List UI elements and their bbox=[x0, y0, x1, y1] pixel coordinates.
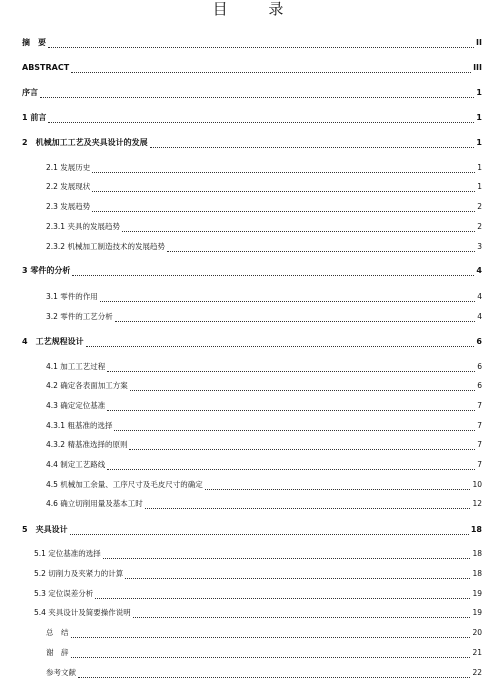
toc-page-number: 1 bbox=[476, 88, 482, 97]
leader-dots bbox=[48, 121, 474, 123]
leader-dots bbox=[92, 190, 475, 192]
toc-entry-2-3-1[interactable] bbox=[46, 221, 482, 235]
leader-dots bbox=[133, 616, 471, 618]
leader-dots bbox=[100, 300, 475, 302]
leader-dots bbox=[40, 96, 474, 98]
leader-dots bbox=[205, 488, 471, 490]
toc-page-number: 1 bbox=[476, 113, 482, 122]
toc-entry-4[interactable] bbox=[22, 336, 482, 350]
toc-label: 2 机械加工工艺及夹具设计的发展 bbox=[22, 138, 148, 147]
leader-dots bbox=[130, 389, 475, 391]
toc-entry-4-6[interactable] bbox=[46, 498, 482, 512]
toc-label: 4.2 确定各表面加工方案 bbox=[46, 381, 128, 390]
toc-page-number: 7 bbox=[477, 460, 482, 469]
toc-page-number: 1 bbox=[477, 163, 482, 172]
leader-dots bbox=[92, 210, 475, 212]
toc-label: ABSTRACT bbox=[22, 63, 70, 72]
toc-page-number: III bbox=[473, 63, 482, 72]
toc-page-number: 20 bbox=[472, 628, 482, 637]
toc-page-number: 18 bbox=[470, 525, 482, 534]
toc-entry-4-1[interactable] bbox=[46, 361, 482, 375]
toc-entry-preface[interactable] bbox=[22, 87, 482, 101]
leader-dots bbox=[114, 429, 475, 431]
toc-entry-references[interactable] bbox=[46, 667, 482, 681]
toc-label: 5.1 定位基准的选择 bbox=[34, 549, 101, 558]
leader-dots bbox=[145, 507, 471, 509]
toc-label: 2.1 发展历史 bbox=[46, 163, 91, 172]
toc-page-number: 4 bbox=[477, 312, 482, 321]
toc-page-number: 19 bbox=[472, 608, 482, 617]
toc-page-number: 2 bbox=[477, 222, 482, 231]
toc-entry-3-2[interactable] bbox=[46, 311, 482, 325]
toc-label: 2.3.1 夹具的发展趋势 bbox=[46, 222, 120, 231]
leader-dots bbox=[71, 656, 471, 658]
toc-page-number: 21 bbox=[472, 648, 482, 657]
toc-page-number: 12 bbox=[472, 499, 482, 508]
toc-page-number: 10 bbox=[472, 480, 482, 489]
toc-page-number: 6 bbox=[476, 337, 482, 346]
leader-dots bbox=[129, 448, 475, 450]
toc-entry-2-2[interactable] bbox=[46, 181, 482, 195]
toc-label: 4 工艺规程设计 bbox=[22, 337, 84, 346]
toc-label: 序言 bbox=[22, 88, 38, 97]
toc-entry-2-1[interactable] bbox=[46, 162, 482, 176]
toc-label: 5.3 定位误差分析 bbox=[34, 589, 94, 598]
toc-label: 4.5 机械加工余量、工序尺寸及毛皮尺寸的确定 bbox=[46, 480, 203, 489]
toc-page-number: 1 bbox=[476, 138, 482, 147]
toc-page-number: 18 bbox=[472, 569, 482, 578]
toc-entry-5-4[interactable] bbox=[34, 607, 482, 621]
toc-page-number: 19 bbox=[472, 589, 482, 598]
toc-entry-2[interactable] bbox=[22, 137, 482, 151]
toc-page-number: 7 bbox=[477, 440, 482, 449]
toc-label: 4.6 确立切削用量及基本工时 bbox=[46, 499, 143, 508]
toc-label: 3 零件的分析 bbox=[22, 266, 71, 275]
toc-label: 参考文献 bbox=[46, 668, 76, 677]
leader-dots bbox=[95, 597, 470, 599]
leader-dots bbox=[48, 46, 474, 48]
leader-dots bbox=[107, 370, 475, 372]
toc-entry-2-3[interactable] bbox=[46, 201, 482, 215]
toc-page-number: 6 bbox=[477, 381, 482, 390]
toc-label: 4.3 确定定位基准 bbox=[46, 401, 106, 410]
toc-entry-5[interactable] bbox=[22, 524, 482, 538]
toc-page-number: 3 bbox=[477, 242, 482, 251]
toc-entry-5-2[interactable] bbox=[34, 568, 482, 582]
leader-dots bbox=[125, 577, 470, 579]
leader-dots bbox=[115, 320, 475, 322]
toc-label: 谢 辞 bbox=[46, 648, 69, 657]
toc-label: 5.2 切削力及夹紧力的计算 bbox=[34, 569, 124, 578]
leader-dots bbox=[78, 676, 470, 678]
toc-label: 3.2 零件的工艺分析 bbox=[46, 312, 113, 321]
toc-page-number: 7 bbox=[477, 401, 482, 410]
toc-page-number: 4 bbox=[476, 266, 482, 275]
toc-entry-1[interactable] bbox=[22, 112, 482, 126]
toc-label: 4.3.1 粗基准的选择 bbox=[46, 421, 113, 430]
toc-label: 摘 要 bbox=[22, 38, 46, 47]
toc-page-number: 6 bbox=[477, 362, 482, 371]
toc-page-number: 2 bbox=[477, 202, 482, 211]
toc-page-number: 22 bbox=[472, 668, 482, 677]
toc-label: 4.1 加工工艺过程 bbox=[46, 362, 106, 371]
toc-entry-abstract-en[interactable] bbox=[22, 62, 482, 76]
leader-dots bbox=[92, 171, 475, 173]
toc-entry-3-1[interactable] bbox=[46, 291, 482, 305]
leader-dots bbox=[167, 250, 475, 252]
leader-dots bbox=[150, 146, 475, 148]
toc-entry-4-3-1[interactable] bbox=[46, 420, 482, 434]
toc-label: 4.4 制定工艺路线 bbox=[46, 460, 106, 469]
toc-entry-3[interactable] bbox=[22, 265, 482, 279]
leader-dots bbox=[86, 345, 475, 347]
leader-dots bbox=[107, 409, 475, 411]
toc-label: 4.3.2 精基准选择的原则 bbox=[46, 440, 128, 449]
toc-label: 2.2 发展现状 bbox=[46, 182, 91, 191]
leader-dots bbox=[103, 557, 471, 559]
toc-label: 1 前言 bbox=[22, 113, 47, 122]
toc-label: 总 结 bbox=[46, 628, 69, 637]
toc-label: 3.1 零件的作用 bbox=[46, 292, 98, 301]
toc-entry-2-3-2[interactable] bbox=[46, 241, 482, 255]
leader-dots bbox=[107, 468, 475, 470]
leader-dots bbox=[70, 533, 469, 535]
toc-page-number: II bbox=[476, 38, 482, 47]
toc-entry-5-3[interactable] bbox=[34, 588, 482, 602]
toc-entry-4-5[interactable] bbox=[46, 479, 482, 493]
toc-entry-4-2[interactable] bbox=[46, 380, 482, 394]
toc-entry-thanks[interactable] bbox=[46, 647, 482, 661]
page-title: 目 录 bbox=[212, 0, 302, 18]
toc-entry-abstract-cn[interactable] bbox=[22, 37, 482, 51]
toc-label: 2.3 发展趋势 bbox=[46, 202, 91, 211]
toc-entry-summary[interactable] bbox=[46, 627, 482, 641]
toc-page-number: 4 bbox=[477, 292, 482, 301]
toc-entry-4-3[interactable] bbox=[46, 400, 482, 414]
toc-page-number: 7 bbox=[477, 421, 482, 430]
toc-page-number: 18 bbox=[472, 549, 482, 558]
toc-label: 5.4 夹具设计及简要操作说明 bbox=[34, 608, 131, 617]
toc-page-number: 1 bbox=[477, 182, 482, 191]
toc-entry-5-1[interactable] bbox=[34, 548, 482, 562]
toc-entry-4-3-2[interactable] bbox=[46, 439, 482, 453]
toc-label: 2.3.2 机械加工制造技术的发展趋势 bbox=[46, 242, 165, 251]
leader-dots bbox=[71, 636, 471, 638]
toc-entry-4-4[interactable] bbox=[46, 459, 482, 473]
toc-label: 5 夹具设计 bbox=[22, 525, 68, 534]
leader-dots bbox=[122, 230, 475, 232]
leader-dots bbox=[72, 274, 474, 276]
leader-dots bbox=[71, 71, 471, 73]
